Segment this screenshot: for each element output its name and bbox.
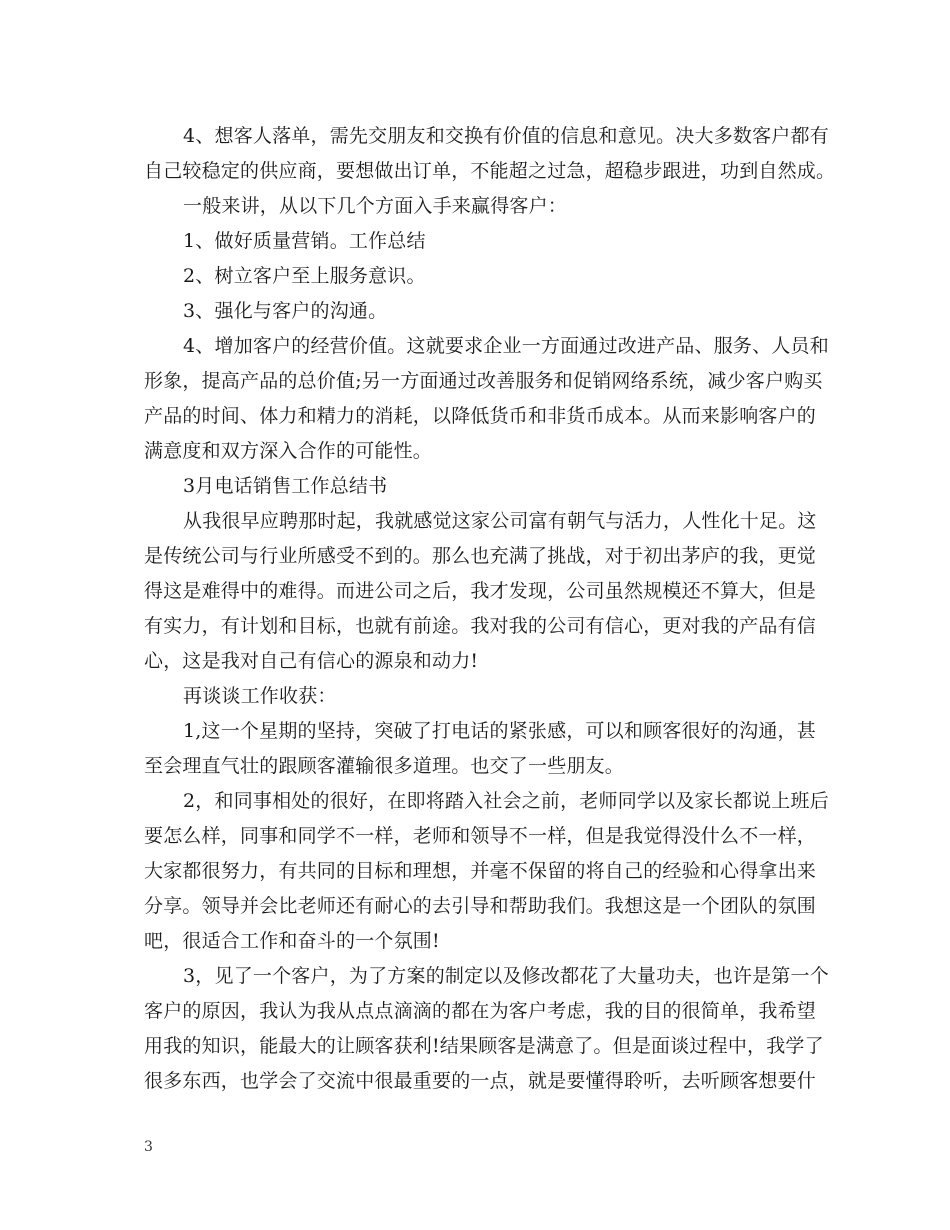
text-line: 从我很早应聘那时起，我就感觉这家公司富有朝气与活力，人性化十足。这 [183,510,817,532]
text-line: 4、增加客户的经营价值。这就要求企业一方面通过改进产品、服务、人员和 [183,335,829,357]
section-heading: 3月电话销售工作总结书 [183,475,388,497]
text-line: 2，和同事相处的很好，在即将踏入社会之前，老师同学以及家长都说上班后 [183,790,829,812]
text-line: 2、树立客户至上服务意识。 [183,265,426,287]
text-line: 形象，提高产品的总价值;另一方面通过改善服务和促销网络系统，减少客户购买 [144,370,823,392]
page-number: 3 [144,1139,153,1155]
text-line: 很多东西，也学会了交流中很最重要的一点，就是要懂得聆听，去听顾客想要什 [144,1070,817,1092]
text-line: 是传统公司与行业所感受不到的。那么也充满了挑战，对于初出茅庐的我，更觉 [144,545,817,567]
text-line: 1、做好质量营销。工作总结 [183,230,426,252]
text-line: 自己较稳定的供应商，要想做出订单，不能超之过急，超稳步跟进，功到自然成。 [144,160,836,182]
text-line: 分享。领导并会比老师还有耐心的去引导和帮助我们。我想这是一个团队的氛围 [144,895,817,917]
text-line: 至会理直气壮的跟顾客灌输很多道理。也交了一些朋友。 [144,755,625,777]
text-line: 用我的知识，能最大的让顾客获利!结果顾客是满意了。但是面谈过程中，我学了 [144,1035,824,1057]
text-line: 4、想客人落单，需先交朋友和交换有价值的信息和意见。决大多数客户都有 [183,125,829,147]
text-line: 1,这一个星期的坚持，突破了打电话的紧张感，可以和顾客很好的沟通，甚 [183,720,816,742]
text-line: 一般来讲，从以下几个方面入手来赢得客户： [183,195,568,217]
text-line: 产品的时间、体力和精力的消耗，以降低货币和非货币成本。从而来影响客户的 [144,405,817,427]
text-line: 客户的原因，我认为我从点点滴滴的都在为客户考虑，我的目的很简单，我希望 [144,1000,817,1022]
text-line: 满意度和双方深入合作的可能性。 [144,440,433,462]
text-line: 吧，很适合工作和奋斗的一个氛围! [144,930,440,952]
text-line: 要怎么样，同事和同学不一样，老师和领导不一样，但是我觉得没什么不一样， [144,825,817,847]
text-line: 3，见了一个客户，为了方案的制定以及修改都花了大量功夫，也许是第一个 [183,965,829,987]
text-line: 有实力，有计划和目标，也就有前途。我对我的公司有信心，更对我的产品有信 [144,615,817,637]
text-line: 再谈谈工作收获： [183,685,337,707]
text-line: 3、强化与客户的沟通。 [183,300,388,322]
text-line: 得这是难得中的难得。而进公司之后，我才发现，公司虽然规模还不算大，但是 [144,580,817,602]
text-line: 心，这是我对自己有信心的源泉和动力! [144,650,479,672]
text-line: 大家都很努力，有共同的目标和理想，并毫不保留的将自己的经验和心得拿出来 [144,860,817,882]
